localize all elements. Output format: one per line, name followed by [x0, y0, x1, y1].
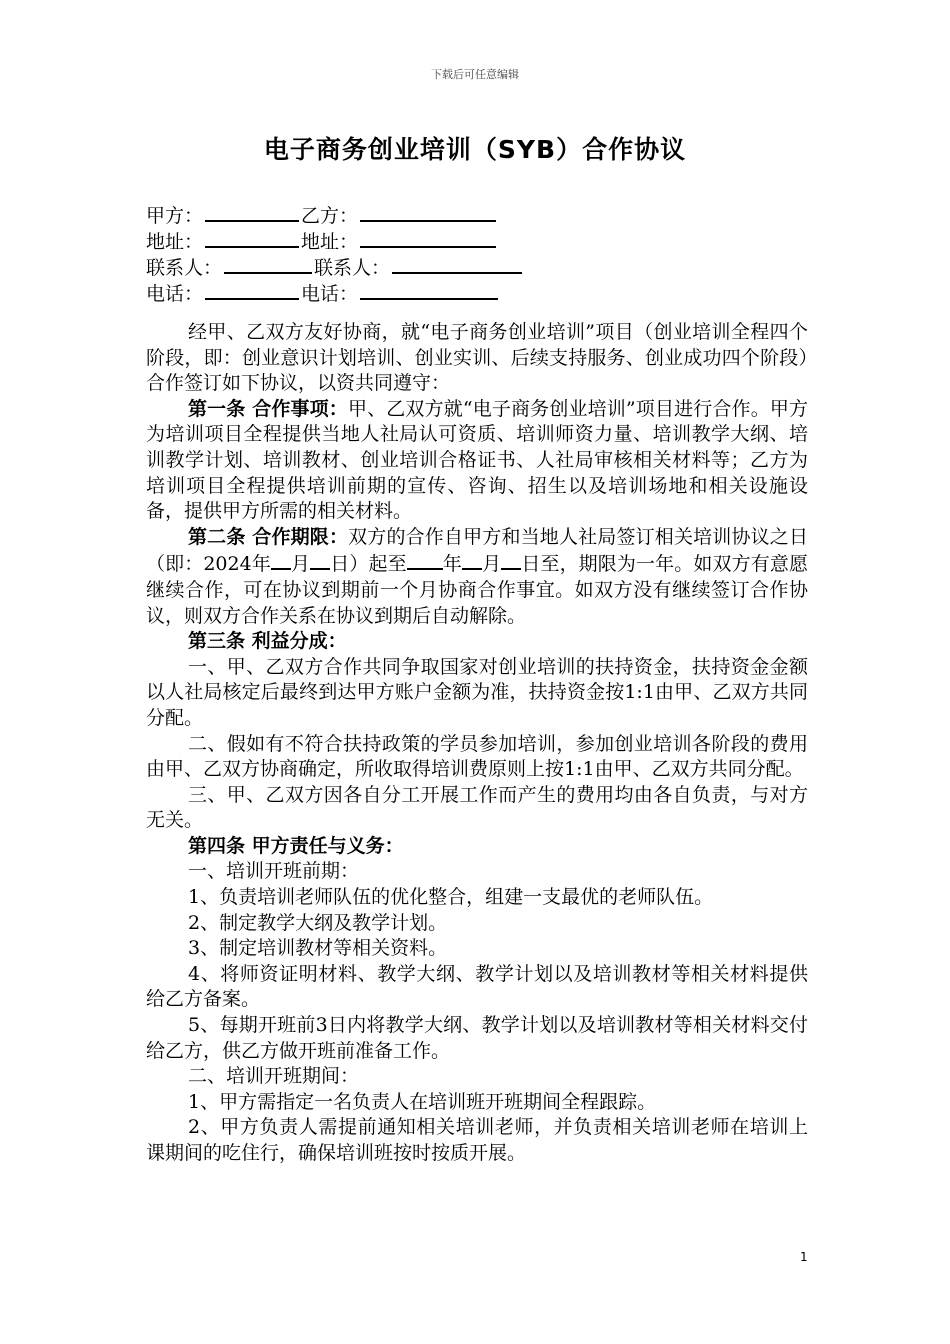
article-3-item-2: 二、假如有不符合扶持政策的学员参加培训，参加创业培训各阶段的费用由甲、乙双方协商确定，所收取得培训费原则上按1:1由甲、乙双方共同分配。	[146, 732, 808, 781]
address-b-blank	[360, 226, 496, 248]
article-4-s2-item-2: 2、甲方负责人需提前通知相关培训老师，并负责相关培训老师在培训上课期间的吃住行，确保培训班按时按质开展。	[146, 1116, 808, 1164]
phone-row	[146, 278, 524, 304]
party-b-label: 乙方：	[301, 205, 359, 227]
party-name-row	[146, 200, 524, 226]
end-month-blank	[462, 550, 482, 570]
article-4-title: 第四条 甲方责任与义务：	[188, 834, 404, 857]
article-3-item-1: 一、甲、乙双方合作共同争取国家对创业培训的扶持资金，扶持资金金额以人社局核定后最终到达甲方账户金额为准，扶持资金按1:1由甲、乙双方共同分配。	[146, 655, 808, 729]
address-b-label: 地址：	[301, 231, 359, 253]
article-4-s1-item-4: 4、将师资证明材料、教学大纲、教学计划以及培训教材等相关材料提供给乙方备案。	[146, 962, 808, 1011]
phone-a-blank	[205, 278, 299, 300]
article-3-item-3: 三、甲、乙双方因各自分工开展工作而产生的费用均由各自负责，与对方无关。	[146, 783, 808, 832]
article-2	[146, 525, 808, 629]
article-4-s2-item-1: 1、甲方需指定一名负责人在培训班开班期间全程跟踪。	[188, 1090, 657, 1113]
document-title: 电子商务创业培训（SYB）合作协议	[263, 135, 687, 164]
address-row	[146, 226, 524, 252]
article-1-text: 甲、乙双方就“电子商务创业培训”项目进行合作。甲方为培训项目全程提供当地人社局认可资质、培训师资力量、培训教学大纲、培训教学计划、培训教材、创业培训合格证书、人社局审核相关材料等；乙方为培训项目全程提供培训前期的宣传、咨询、招生以及培训场地和相关设施设备，提供甲方所需的相关材料。	[146, 397, 808, 523]
contact-a-label: 联系人：	[146, 257, 223, 279]
parties-block	[146, 200, 524, 304]
article-2-text-c: 日）起至	[330, 553, 407, 576]
page-number: 1	[800, 1250, 808, 1264]
article-1	[146, 397, 808, 525]
article-2-text-f: 日至，期限为一年。如双方有意愿继续合作，可在协议到期前一个月协商合作事宜。如双方没有继续签订合作协议，则双方合作关系在协议到期后自动解除。	[146, 553, 808, 627]
phone-b-blank	[360, 278, 498, 300]
end-year-blank	[407, 550, 443, 570]
phone-a-label: 电话：	[146, 283, 204, 305]
article-4-s1-item-2: 2、制定教学大纲及教学计划。	[188, 911, 448, 934]
article-2-text-b: 月	[290, 553, 311, 576]
article-2-text-a: 双方的合作自甲方和当地人社局签订相关培训协议之日（即：2024年	[146, 525, 808, 576]
article-2-title: 第二条 合作期限：	[188, 525, 349, 548]
article-4-section-2: 二、培训开班期间：	[188, 1065, 360, 1088]
end-day-blank	[501, 550, 521, 570]
party-a-label: 甲方：	[146, 205, 204, 227]
article-2-text-d: 年	[442, 553, 462, 576]
party-a-blank	[205, 200, 299, 222]
article-4-s1-item-5: 5、每期开班前3日内将教学大纲、教学计划以及培训教材等相关材料交付给乙方，供乙方做开班前准备工作。	[146, 1014, 808, 1062]
address-a-blank	[205, 226, 299, 248]
phone-b-label: 电话：	[301, 283, 359, 305]
article-4-s1-item-3: 3、制定培训教材等相关资料。	[188, 937, 448, 960]
article-4-section-1: 一、培训开班前期：	[188, 860, 360, 883]
month-blank	[271, 550, 291, 570]
article-1-title: 第一条 合作事项：	[188, 397, 348, 420]
contact-b-label: 联系人：	[314, 257, 391, 279]
day-blank	[310, 550, 330, 570]
article-2-text-e: 月	[481, 553, 502, 576]
contact-a-blank	[224, 252, 312, 274]
agreement-body	[146, 320, 808, 1167]
address-a-label: 地址：	[146, 231, 204, 253]
article-4-s1-item-1: 1、负责培训老师队伍的优化整合，组建一支最优的老师队伍。	[188, 886, 714, 909]
article-3-title: 第三条 利益分成：	[188, 630, 347, 653]
party-b-blank	[360, 200, 496, 222]
intro-paragraph: 经甲、乙双方友好协商，就“电子商务创业培训”项目（创业培训全程四个阶段，即：创业意识计划培训、创业实训、后续支持服务、创业成功四个阶段）合作签订如下协议，以资共同遵守：	[146, 321, 808, 395]
contact-b-blank	[392, 252, 522, 274]
header-note: 下载后可任意编辑	[431, 68, 519, 81]
contact-row	[146, 252, 524, 278]
